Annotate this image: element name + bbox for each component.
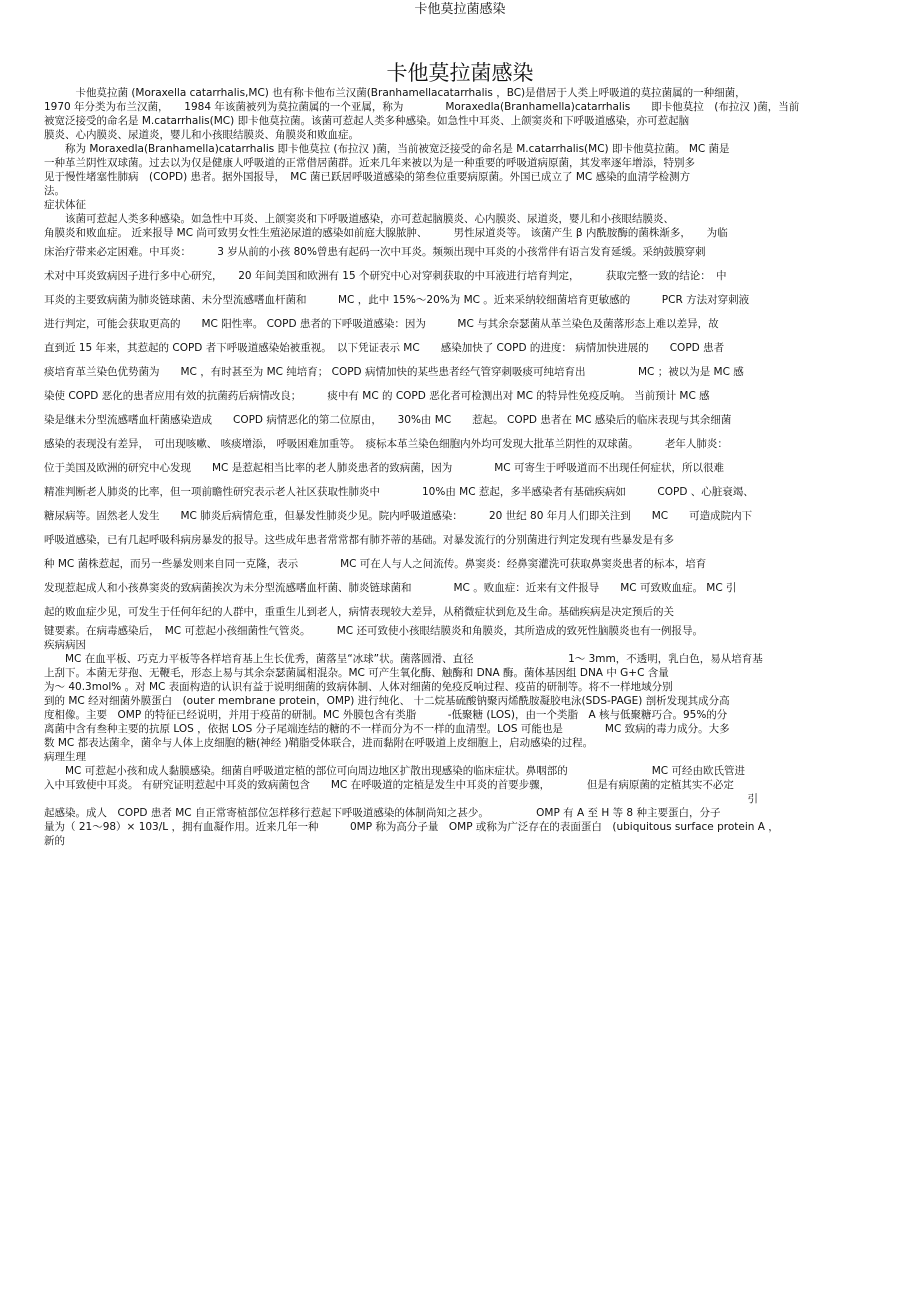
- intro-line: 称为 Moraxedla(Branhamella)catarrhalis 即卡他莫拉 (布拉汉 )菌，当前被宽泛接受的命名是 M.catarrhalis(MC) 即卡他莫拉菌。 MC 菌是: [44, 143, 730, 155]
- etiology-line: 到的 MC 经对细菌外膜蛋白 (outer membrane protein，OMP) 进行纯化、 十二烷基硫酸钠聚丙烯酰胺凝胶电泳(SDS-PAGE) 剖析发现其成分高: [44, 695, 730, 707]
- pathophysiology-line: 起感染。成人 COPD 患者 MC 自正常寄植部位怎样移行惹起下呼吸道感染的体制尚知之甚少。 OMP 有 A 至 H 等 8 种主要蛋白，分子: [44, 807, 721, 819]
- section-heading-symptoms: 症状体征: [44, 199, 86, 211]
- etiology-section: [44, 638, 876, 750]
- section-heading-etiology: 疾病病因: [44, 639, 86, 651]
- symptoms-line: 键要素。在病毒感染后， MC 可惹起小孩细菌性气管炎。 MC 还可致使小孩眼结膜炎和角膜炎，其所造成的致死性脑膜炎也有一例报导。: [44, 625, 703, 637]
- etiology-line: 为～ 40.3mol% 。对 MC 表面构造的认识有益于说明细菌的致病体制、人体对细菌的免疫反响过程、疫苗的研制等。将不一样地域分别: [44, 681, 673, 693]
- symptoms-line: 染是继未分型流感嗜血杆菌感染造成 COPD 病情恶化的第二位原由， 30%由 MC 惹起。 COPD 患者在 MC 感染后的临床表现与其余细菌: [44, 414, 732, 426]
- symptoms-section: [44, 198, 876, 638]
- page-title: 卡他莫拉菌感染: [386, 61, 534, 85]
- symptoms-line: 种 MC 菌株惹起，而另一些暴发则来自同一克隆，表示 MC 可在人与人之间流传。鼻窦炎：经鼻窦灌洗可获取鼻窦炎患者的标本，培育: [44, 558, 707, 570]
- etiology-line: 离菌中含有叁种主要的抗原 LOS ，依据 LOS 分子尾端连结的糖的不一样而分为不一样的血清型。LOS 可能也是 MC 致病的毒力成分。大多: [44, 723, 730, 735]
- symptoms-line: 该菌可惹起人类多种感染。如急性中耳炎、上颌窦炎和下呼吸道感染，亦可惹起脑膜炎、心内膜炎、尿道炎，婴儿和小孩眼结膜炎、: [44, 213, 674, 225]
- symptoms-line: 精准判断老人肺炎的比率，但一项前瞻性研究表示老人社区获取性肺炎中 10%由 MC 惹起，多半感染者有基础疾病如 COPD 、心脏衰竭、: [44, 486, 754, 498]
- symptoms-line: 感染的表现没有差异， 可出现咳嗽、 咳痰增添， 呼吸困难加重等。 痰标本革兰染色细胞内外均可发现大批革兰阴性的双球菌。 老年人肺炎：: [44, 438, 728, 450]
- pathophysiology-section: [44, 750, 876, 848]
- symptoms-line: 染使 COPD 恶化的患者应用有效的抗菌药后病情改良； 痰中有 MC 的 COPD 恶化者可检测出对 MC 的特异性免疫反响。 当前预计 MC 感: [44, 390, 710, 402]
- symptoms-line: 位于美国及欧洲的研究中心发现 MC 是惹起相当比率的老人肺炎患者的致病菌，因为 MC 可寄生于呼吸道而不出现任何症状，所以很难: [44, 462, 724, 474]
- pathophysiology-line: MC 可惹起小孩和成人黏膜感染。细菌自呼吸道定植的部位可向周边地区扩散出现感染的临床症状。鼻咽部的 MC 可经由欧氏管进: [44, 765, 745, 777]
- intro-line: 被宽泛接受的命名是 M.catarrhalis(MC) 即卡他莫拉菌。该菌可惹起人类多种感染。如急性中耳炎、上颌窦炎和下呼吸道感染，亦可惹起脑: [44, 115, 690, 127]
- symptoms-line: 起的败血症少见，可发生于任何年纪的人群中，重重生儿到老人，病情表现较大差异，从稍微症状到危及生命。基础疾病是决定预后的关: [44, 606, 674, 618]
- document-body: [44, 86, 876, 848]
- intro-section: [44, 86, 876, 198]
- symptoms-line: 进行判定，可能会获取更高的 MC 阳性率。 COPD 患者的下呼吸道感染：因为 MC 与其余奈瑟菌从革兰染色及菌落形态上难以差异，故: [44, 318, 719, 330]
- symptoms-line: 耳炎的主要致病菌为肺炎链球菌、未分型流感嗜血杆菌和 MC ，此中 15%～20%为 MC 。近来采纳较细菌培育更敏感的 PCR 方法对穿刺液: [44, 294, 750, 306]
- section-heading-pathophysiology: 病理生理: [44, 751, 86, 763]
- running-header: 卡他莫拉菌感染: [414, 2, 506, 17]
- symptoms-line: 痰培育革兰染色优势菌为 MC ，有时甚至为 MC 纯培育； COPD 病情加快的某些患者经气管穿刺吸痰可纯培育出 MC ；被以为是 MC 感: [44, 366, 744, 378]
- etiology-line: MC 在血平板、巧克力平板等各样培育基上生长优秀，菌落呈“冰球”状。菌落圆滑、直径 1～ 3mm，不透明，乳白色，易从培育基: [44, 653, 763, 665]
- intro-line: 一种革兰阴性双球菌。过去以为仅是健康人呼吸道的正常借居菌群。近来几年来被以为是一种重要的呼吸道病原菌，其发率逐年增添，特别多: [44, 157, 695, 169]
- intro-line: 见于慢性堵塞性肺病 (COPD) 患者。据外国报导， MC 菌已跃居呼吸道感染的第叁位重要病原菌。外国已成立了 MC 感染的血清学检测方: [44, 171, 691, 183]
- etiology-line: 度相像。主要 OMP 的特征已经说明，并用于疫苗的研制。MC 外膜包含有类脂 -低聚糖 (LOS)，由一个类脂 A 核与低聚糖巧合。95%的分: [44, 709, 728, 721]
- symptoms-line: 术对中耳炎致病因子进行多中心研究， 20 年间美国和欧洲有 15 个研究中心对穿刺获取的中耳液进行培育判定， 获取完整一致的结论： 中: [44, 270, 727, 282]
- intro-line: 膜炎、心内膜炎、尿道炎，婴儿和小孩眼结膜炎、角膜炎和败血症。: [44, 129, 359, 141]
- symptoms-line: 角膜炎和败血症。 近来报导 MC 尚可致男女性生殖泌尿道的感染如前庭大腺脓肿、 男性尿道炎等。 该菌产生 β 内酰胺酶的菌株渐多， 为临: [44, 227, 728, 239]
- etiology-line: 上刮下。本菌无芽孢、无鞭毛，形态上易与其余奈瑟菌属相混杂。MC 可产生氧化酶、触酶和 DNA 酶。菌体基因组 DNA 中 G+C 含量: [44, 667, 669, 679]
- pathophysiology-line: 新的: [44, 835, 65, 847]
- pathophysiology-line: 量为（ 21～98）× 103/L ，拥有血凝作用。近来几年一种 0MP 称为高分子量 OMP 或称为广泛存在的表面蛋白 (ubiquitous surface protein A ，: [44, 821, 779, 833]
- symptoms-line: 直到近 15 年来，其惹起的 COPD 者下呼吸道感染始被重视。 以下凭证表示 MC 感染加快了 COPD 的进度： 病情加快进展的 COPD 患者: [44, 342, 725, 354]
- symptoms-line: 发现惹起成人和小孩鼻窦炎的致病菌挨次为未分型流感嗜血杆菌、肺炎链球菌和 MC 。败血症：近来有文件报导 MC 可致败血症。 MC 引: [44, 582, 737, 594]
- etiology-line: 数 MC 都表达菌伞，菌伞与人体上皮细胞的糖(神经 )鞘脂受体联合，进而黏附在呼吸道上皮细胞上，启动感染的过程。: [44, 737, 594, 749]
- symptoms-line: 床治疗带来必定困难。中耳炎： 3 岁从前的小孩 80%曾患有起码一次中耳炎。频频出现中耳炎的小孩常伴有语言发育延缓。采纳鼓膜穿刺: [44, 246, 706, 258]
- pathophysiology-line: 引: [44, 793, 758, 805]
- pathophysiology-line: 入中耳致使中耳炎。 有研究证明惹起中耳炎的致病菌包含 MC 在呼吸道的定植是发生中耳炎的首要步骤， 但是有病原菌的定植其实不必定: [44, 779, 734, 791]
- intro-line: 卡他莫拉菌 (Moraxella catarrhalis,MC) 也有称卡他布兰汉菌(Branhamellacatarrhalis ，BC)是借居于人类上呼吸道的莫拉菌属的一种细菌，: [44, 87, 746, 99]
- intro-line: 1970 年分类为布兰汉菌， 1984 年该菌被列为莫拉菌属的一个亚属，称为 Moraxedla(Branhamella)catarrhalis 即卡他莫拉 (布拉汉 )菌，当前: [44, 101, 800, 113]
- intro-line: 法。: [44, 185, 65, 197]
- symptoms-line: 呼吸道感染，已有几起呼吸科病房暴发的报导。这些成年患者常常都有肺芥蒂的基础。对暴发流行的分别菌进行判定发现有些暴发是有多: [44, 534, 674, 546]
- symptoms-line: 糖尿病等。固然老人发生 MC 肺炎后病情危重，但暴发性肺炎少见。院内呼吸道感染： 20 世纪 80 年月人们即关注到 MC 可造成院内下: [44, 510, 753, 522]
